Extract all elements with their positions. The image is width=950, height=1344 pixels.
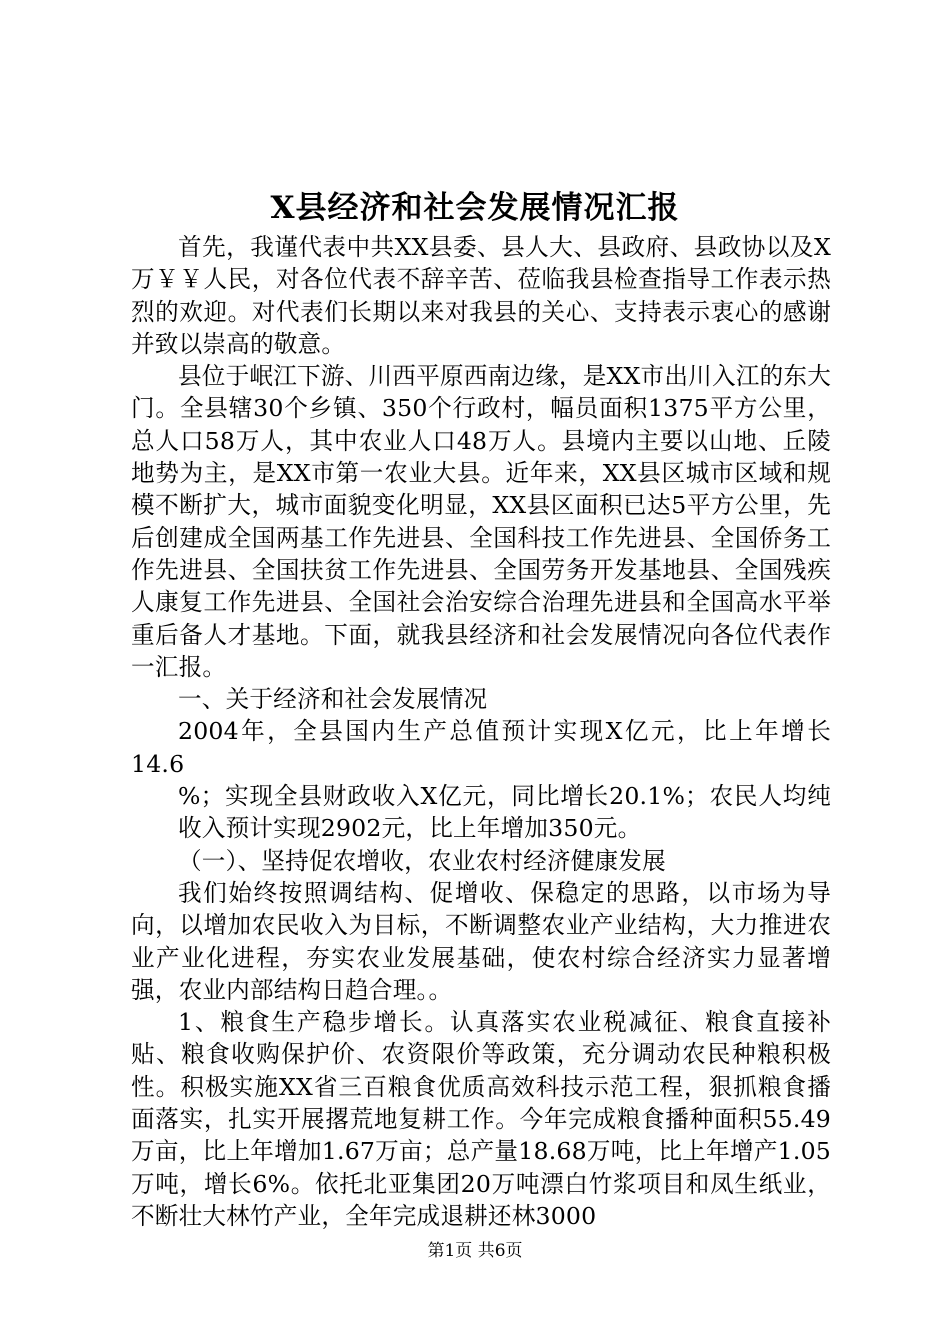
paragraph-grain-production: 1、粮食生产稳步增长。认真落实农业税减征、粮食直接补贴、粮食收购保护价、农资限价等政策，充分调动农民种粮积极性。积极实施XX省三百粮食优质高效科技示范工程，狠抓粮食播面落实，扎实开展撂荒地复耕工作。今年完成粮食播种面积55.49万亩，比上年增加1.67万亩；总产量18.68万吨，比上年增产1.05万吨，增长6%。依托北亚集团20万吨漂白竹浆项目和凤生纸业，不断壮大林竹产业，全年完成退耕还林3000 [131, 1008, 831, 1230]
paragraph-county-overview: 县位于岷江下游、川西平原西南边缘，是XX市出川入江的东大门。全县辖30个乡镇、350个行政村，幅员面积1375平方公里，总人口58万人，其中农业人口48万人。县境内主要以山地、丘陵地势为主，是XX市第一农业大县。近年来，XX县区城市区域和规模不断扩大，城市面貌变化明显，XX县区面积已达5平方公里，先后创建成全国两基工作先进县、全国科技工作先进县、全国侨务工作先进县、全国扶贫工作先进县、全国劳务开发基地县、全国残疾人康复工作先进县、全国社会治安综合治理先进县和全国高水平举重后备人才基地。下面，就我县经济和社会发展情况向各位代表作一汇报。 [131, 362, 831, 681]
page-footer: 第1页 共6页 [427, 1241, 523, 1261]
subsection-heading-1: （一）、坚持促农增收，农业农村经济健康发展 [178, 846, 666, 875]
paragraph-intro: 首先，我谨代表中共XX县委、县人大、县政府、县政协以及X万￥￥人民，对各位代表不辞辛苦、莅临我县检查指导工作表示热烈的欢迎。对代表们长期以来对我县的关心、支持表示衷心的感谢并致以崇高的敬意。 [131, 233, 831, 358]
document-title: X县经济和社会发展情况汇报 [270, 190, 680, 226]
paragraph-agriculture-strategy: 我们始终按照调结构、促增收、保稳定的思路，以市场为导向，以增加农民收入为目标，不断调整农业产业结构，大力推进农业产业化进程，夯实农业发展基础，使农村综合经济实力显著增强，农业内部结构日趋合理。。 [131, 878, 831, 1004]
document-body [131, 231, 831, 1232]
paragraph-gdp: 2004年，全县国内生产总值预计实现X亿元，比上年增长14.6 [131, 717, 831, 778]
paragraph-fiscal: %；实现全县财政收入X亿元，同比增长20.1%；农民人均纯收入预计实现2902元，比上年增加350元。 [178, 782, 831, 843]
section-heading-1: 一、关于经济和社会发展情况 [178, 685, 488, 714]
